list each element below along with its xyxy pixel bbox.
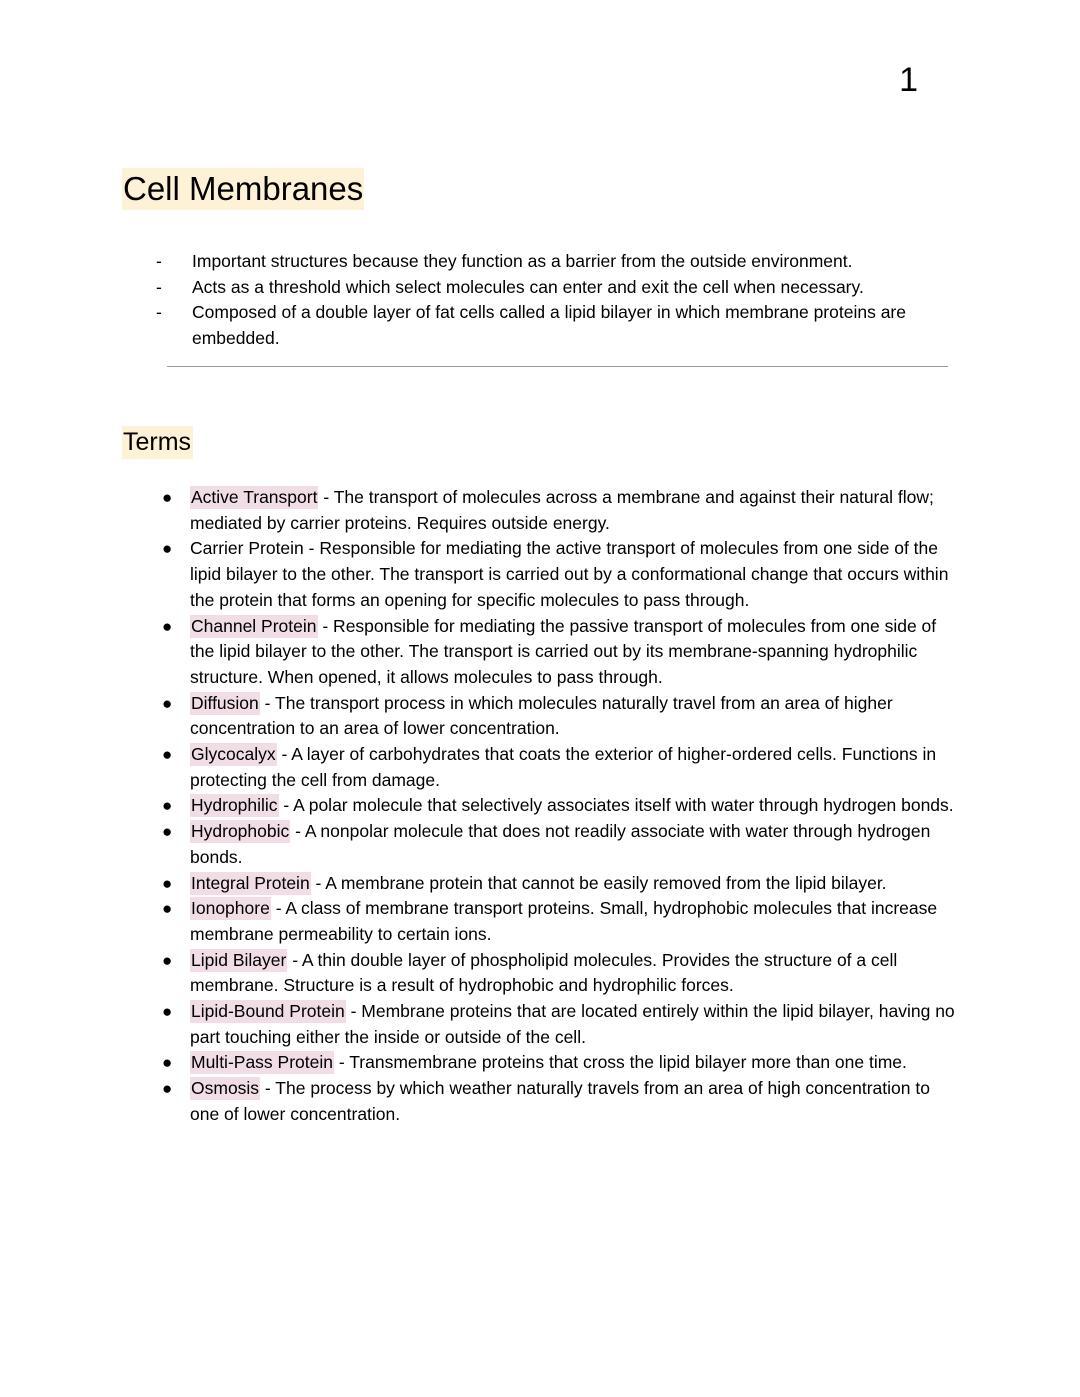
- intro-list-item: [156, 249, 956, 275]
- intro-list-item: [156, 275, 956, 301]
- term-definition: - Transmembrane proteins that cross the lipid bilayer more than one time.: [334, 1052, 907, 1073]
- term-name: Diffusion: [191, 692, 259, 713]
- term-definition: - The transport process in which molecules naturally travel from an area of higher concentration to an area of lower concentration.: [190, 692, 893, 739]
- page-title-text: Cell Membranes: [122, 168, 364, 210]
- term-list-item: [162, 896, 958, 947]
- term-name: Lipid-Bound Protein: [191, 1001, 345, 1022]
- term-name: Integral Protein: [191, 872, 310, 893]
- intro-bullet-list: [156, 249, 956, 352]
- term-name: Channel Protein: [191, 615, 317, 636]
- section-heading-terms-text: Terms: [122, 426, 193, 459]
- term-name: Active Transport: [191, 487, 318, 507]
- bullet-marker-icon: ●: [162, 1053, 173, 1073]
- term-definition: - A thin double layer of phospholipid molecules. Provides the structure of a cell membrane. Structure is a result of hydrophobic and hydrophilic forces.: [190, 949, 898, 996]
- bullet-marker-icon: ●: [162, 822, 173, 842]
- dash-marker-icon: -: [156, 302, 162, 323]
- term-definition: - A class of membrane transport proteins. Small, hydrophobic molecules that increase membrane permeability to certain ions.: [190, 898, 938, 944]
- term-list-item: [162, 871, 958, 897]
- section-heading-terms: [122, 428, 193, 457]
- term-definition: - A membrane protein that cannot be easily removed from the lipid bilayer.: [310, 872, 887, 893]
- page-number: 1: [899, 61, 918, 99]
- term-definition: - The process by which weather naturally travels from an area of high concentration to one of lower concentration.: [190, 1078, 930, 1124]
- intro-list-item: [156, 300, 956, 351]
- term-name: Multi-Pass Protein: [191, 1052, 333, 1073]
- section-divider: [167, 366, 948, 367]
- terms-heading-wrap: [122, 428, 193, 457]
- term-definition: - A layer of carbohydrates that coats the exterior of higher-ordered cells. Functions in protecting the cell from damage.: [190, 744, 937, 790]
- term-list-item: [162, 819, 958, 870]
- term-list-item: [162, 614, 958, 691]
- term-name: Hydrophobic: [191, 821, 290, 842]
- term-name: Ionophore: [191, 898, 270, 919]
- bullet-marker-icon: ●: [162, 539, 173, 559]
- bullet-marker-icon: ●: [162, 1002, 173, 1022]
- term-name: Osmosis: [191, 1078, 260, 1099]
- dash-marker-icon: -: [156, 276, 162, 297]
- term-list-item: [162, 742, 958, 793]
- term-list-item: [162, 691, 958, 742]
- bullet-marker-icon: ●: [162, 488, 173, 507]
- document-content: [122, 170, 958, 1124]
- term-name: Lipid Bilayer: [191, 949, 287, 970]
- terms-bullet-list: [162, 485, 958, 1128]
- intro-list-item-text: Important structures because they function as a barrier from the outside environment.: [192, 251, 853, 271]
- term-definition: - Membrane proteins that are located entirely within the lipid bilayer, having no part touching either the inside or outside of the cell.: [190, 1001, 955, 1047]
- term-name: Glycocalyx: [191, 744, 276, 765]
- term-definition: - Responsible for mediating the passive transport of molecules from one side of the lipid bilayer to the other. The transport is carried out by its membrane-spanning hydrophilic structure. When opened, it allows molecules to pass through.: [190, 615, 937, 687]
- bullet-marker-icon: ●: [162, 873, 173, 893]
- term-list-item: [162, 1076, 958, 1127]
- intro-list-item-text: Composed of a double layer of fat cells called a lipid bilayer in which membrane proteins are embedded.: [192, 302, 906, 349]
- bullet-marker-icon: ●: [162, 616, 173, 636]
- term-list-item: [162, 999, 958, 1050]
- term-list-item: [162, 948, 958, 999]
- bullet-marker-icon: ●: [162, 950, 173, 970]
- bullet-marker-icon: ●: [162, 745, 173, 765]
- term-name: Hydrophilic: [191, 795, 278, 816]
- bullet-marker-icon: ●: [162, 693, 173, 713]
- term-definition: - The transport of molecules across a membrane and against their natural flow; mediated by carrier proteins. Requires outside energy.: [190, 487, 934, 533]
- page-title: [122, 170, 958, 208]
- bullet-marker-icon: ●: [162, 796, 173, 816]
- bullet-marker-icon: ●: [162, 899, 173, 919]
- term-definition: - A polar molecule that selectively associates itself with water through hydrogen bonds.: [278, 795, 954, 816]
- term-list-item: [162, 793, 958, 819]
- intro-list-item-text: Acts as a threshold which select molecules can enter and exit the cell when necessary.: [192, 276, 864, 297]
- term-definition: - Responsible for mediating the active transport of molecules from one side of the lipid bilayer to the other. The transport is carried out by a conformational change that occurs within the protein that forms an opening for specific molecules to pass through.: [190, 538, 949, 610]
- term-list-item: [162, 1050, 958, 1076]
- term-list-item: [162, 485, 958, 536]
- term-definition: - A nonpolar molecule that does not readily associate with water through hydrogen bonds.: [190, 821, 931, 867]
- term-name: Carrier Protein: [190, 538, 304, 559]
- term-list-item: [162, 536, 958, 613]
- dash-marker-icon: -: [156, 251, 162, 271]
- bullet-marker-icon: ●: [162, 1079, 173, 1099]
